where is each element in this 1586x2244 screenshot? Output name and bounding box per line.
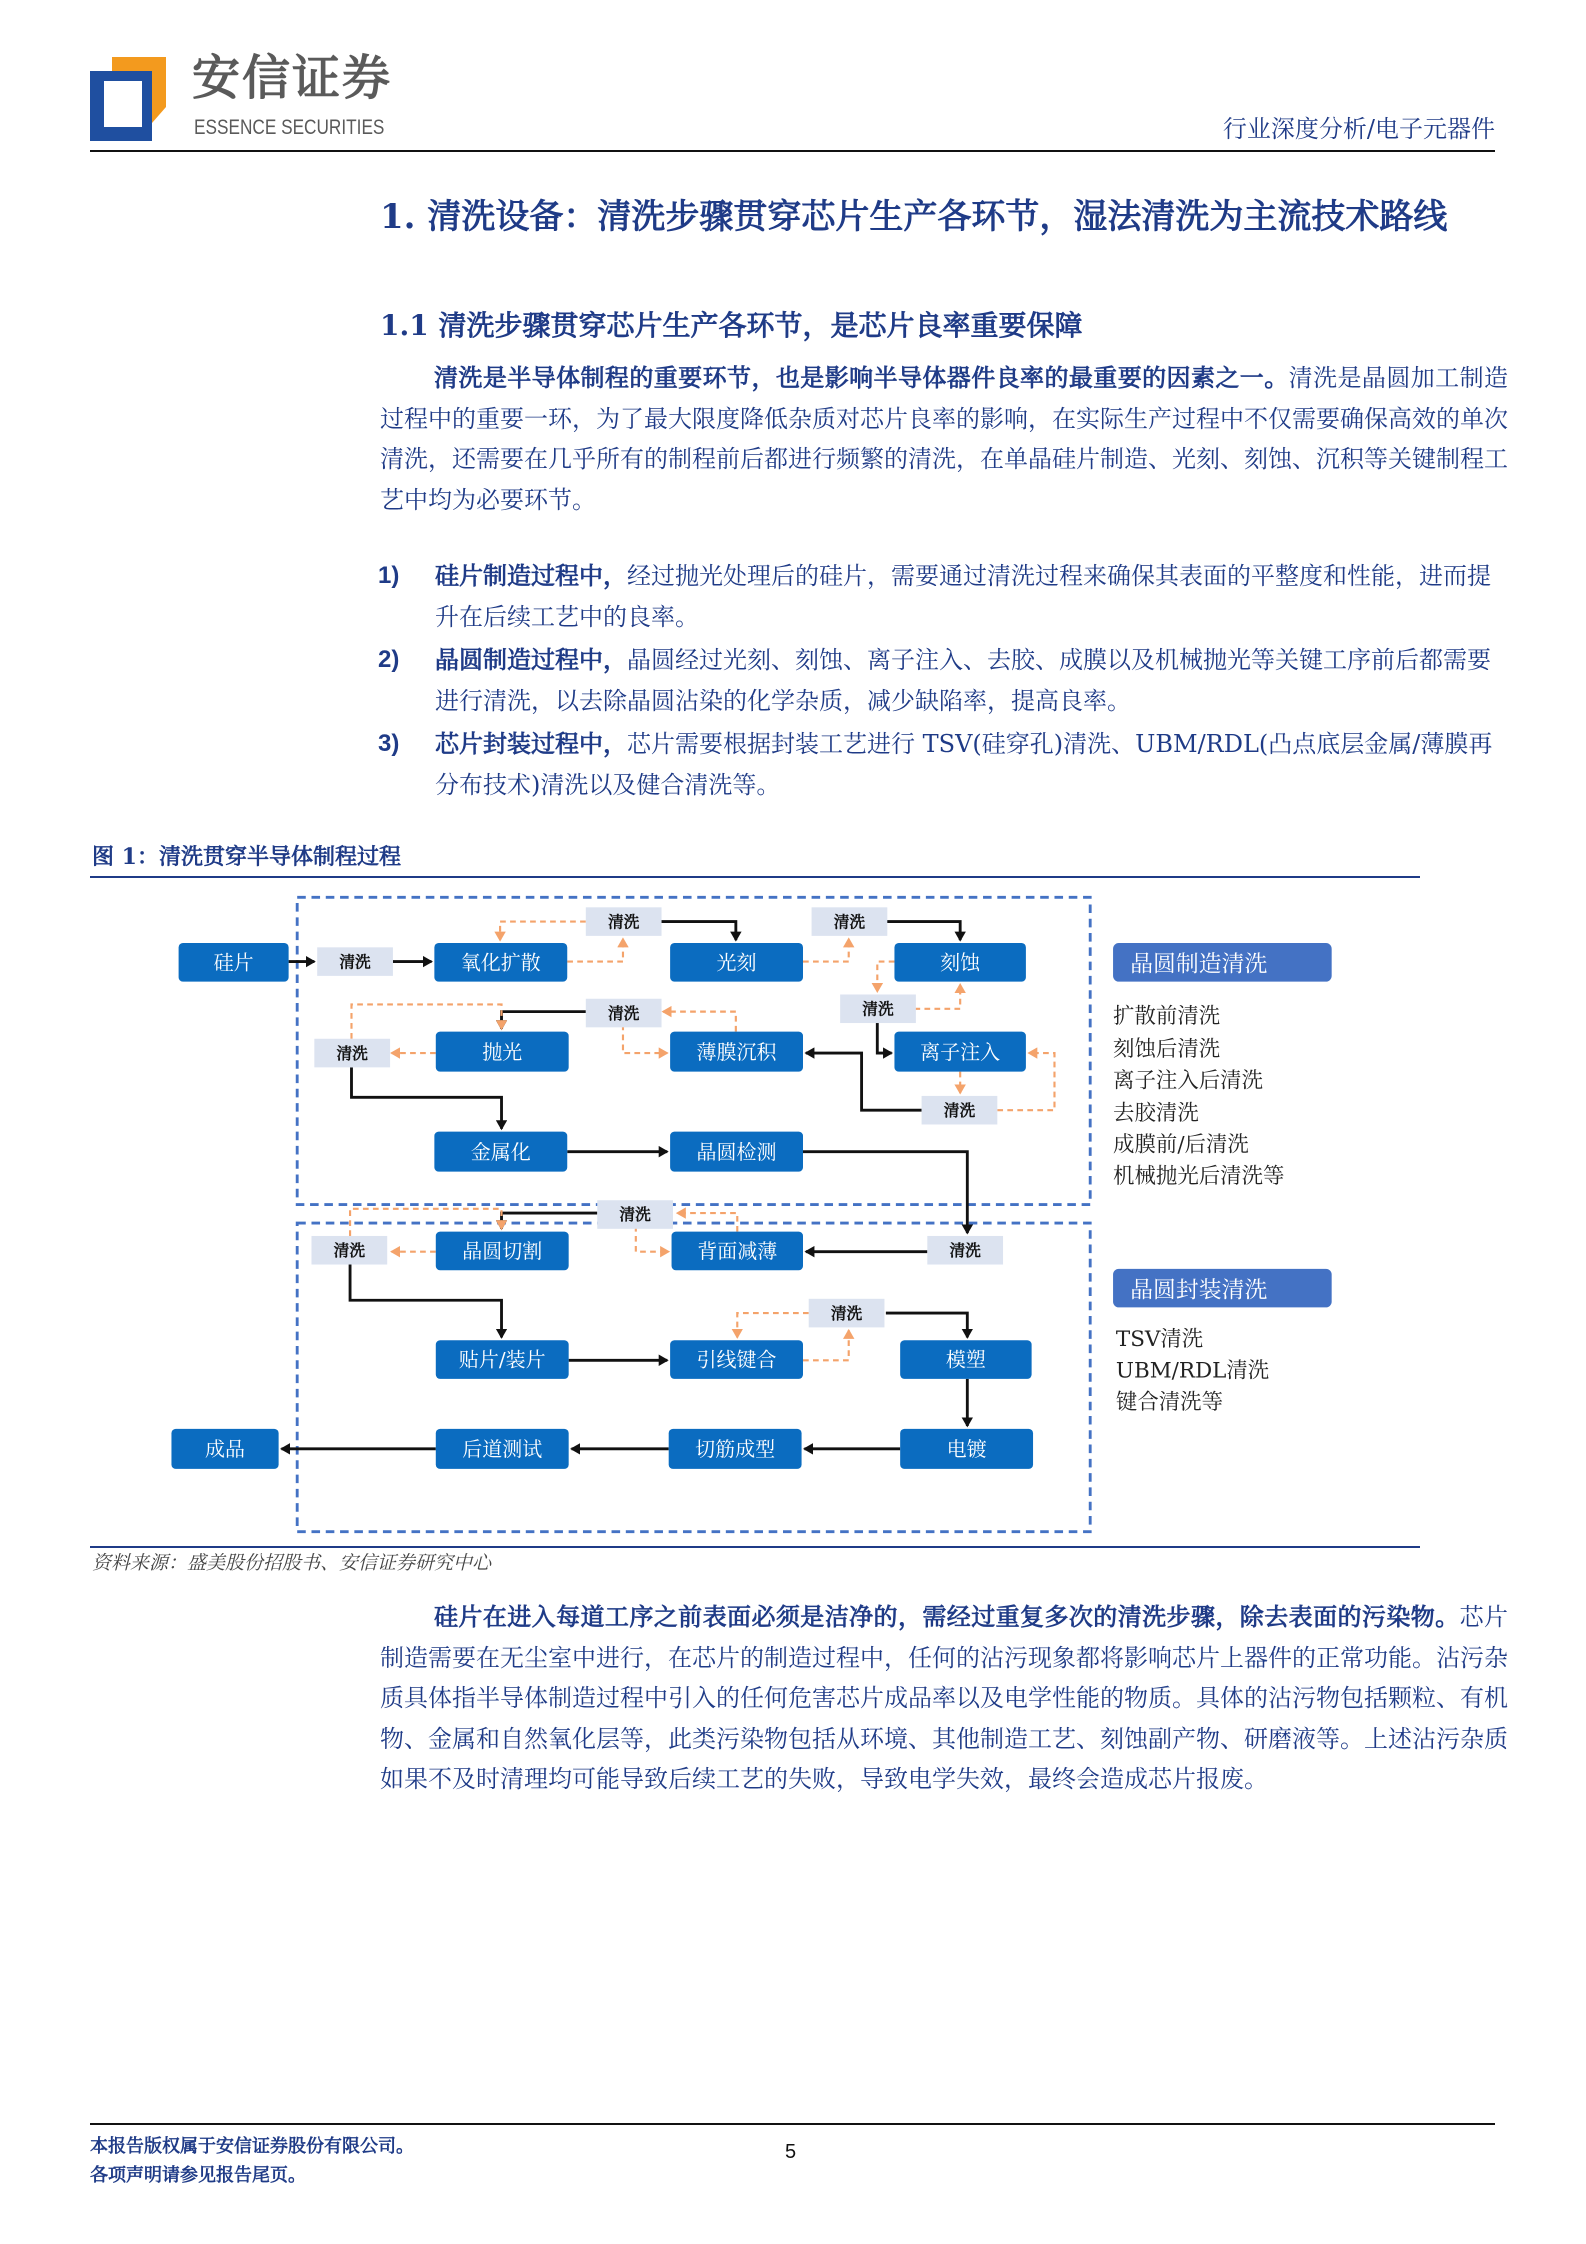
legend-header: 晶圆制造清洗	[1130, 951, 1268, 978]
process-node-wafer	[179, 943, 289, 982]
process-node-label: 后道测试	[462, 1436, 543, 1461]
process-flow-arrow	[877, 1023, 891, 1053]
process-flow-arrow	[502, 1012, 586, 1029]
cleaning-step-label: 清洗	[833, 912, 866, 932]
footer-copyright: 本报告版权属于安信证券股份有限公司。	[90, 2136, 414, 2157]
cleaning-step-tag	[317, 947, 393, 976]
process-node-label: 金属化	[470, 1139, 531, 1164]
list-lead: 硅片制造过程中，	[435, 561, 627, 590]
cleaning-step-label: 清洗	[862, 999, 894, 1019]
cleaning-step-tag	[927, 1236, 1003, 1265]
cleaning-flow-arrow	[663, 1012, 736, 1032]
process-node-label: 成品	[205, 1436, 246, 1461]
cleaning-step-tag	[812, 907, 888, 936]
legend-item: UBM/RDL清洗	[1115, 1358, 1270, 1384]
list-lead: 晶圆制造过程中，	[435, 645, 627, 674]
cleaning-flow-arrow	[567, 939, 623, 962]
process-node-test	[436, 1429, 569, 1469]
process-node-label: 薄膜沉积	[696, 1039, 777, 1064]
process-node-molding	[900, 1340, 1031, 1379]
list-number: 2)	[378, 646, 400, 673]
process-node-trim	[669, 1429, 802, 1469]
process-node-polish	[436, 1032, 569, 1072]
process-node-label: 光刻	[716, 950, 757, 975]
cleaning-step-label: 清洗	[339, 952, 371, 972]
process-node-label: 电镀	[946, 1436, 987, 1461]
legend-item: 机械抛光后清洗等	[1113, 1164, 1285, 1190]
cleaning-flow-arrow	[877, 962, 894, 992]
process-node-litho	[670, 943, 803, 982]
process-node-label: 晶圆切割	[462, 1239, 543, 1264]
cleaning-step-tag	[311, 1236, 387, 1265]
list-lead: 芯片封装过程中，	[435, 729, 627, 758]
cleaning-step-label: 清洗	[830, 1303, 863, 1323]
process-flow-arrow	[803, 1152, 967, 1233]
list-number: 3)	[378, 730, 400, 757]
process-flow-arrow	[660, 922, 736, 941]
process-node-label: 离子注入	[920, 1039, 1001, 1064]
footer-divider	[90, 2123, 1495, 2125]
paragraph-2-body: 芯片制造需要在无尘室中进行，在芯片的制造过程中，任何的沾污现象都将影响芯片上器件的正常功能。沾污杂质具体指半导体制造过程中引入的任何危害芯片成品率以及电学性能的物质。具体的沾污物包括颗粒、有机物、金属和自然氧化层等，此类污染物包括从环境、其他制造工艺、刻蚀副产物、研磨液等。上述沾污杂质如果不及时清理均可能导致后续工艺的失败，导致电学失效，最终会造成芯片报废。	[380, 1603, 1508, 1793]
cleaning-step-label: 清洗	[949, 1240, 981, 1260]
legend-item: 键合清洗等	[1115, 1389, 1224, 1415]
legend-item: 扩散前清洗	[1113, 1004, 1221, 1030]
process-node-inspection	[670, 1132, 803, 1172]
cleaning-step-tag	[586, 999, 662, 1028]
process-node-label: 刻蚀	[940, 950, 981, 975]
list-text: 经过抛光处理后的硅片，需要通过清洗过程来确保其表面的平整度和性能，进而提升在后续工艺中的良率。	[435, 562, 1491, 631]
process-flow-arrow	[886, 922, 960, 941]
legend-item: 去胶清洗	[1113, 1101, 1199, 1127]
cleaning-step-tag	[314, 1039, 390, 1068]
figure-bottom-rule	[90, 1546, 1420, 1548]
legend-item: 成膜前/后清洗	[1113, 1132, 1249, 1158]
process-node-label: 切筋成型	[695, 1436, 776, 1461]
footer-disclaimer: 各项声明请参见报告尾页。	[90, 2165, 306, 2186]
paragraph-1-lead: 清洗是半导体制程的重要环节，也是影响半导体器件良率的最重要的因素之一。	[434, 363, 1289, 392]
process-node-etch	[894, 943, 1025, 982]
legend-item: TSV清洗	[1115, 1326, 1204, 1352]
cleaning-flow-arrow	[500, 922, 586, 941]
cleaning-step-label: 清洗	[943, 1100, 976, 1120]
process-flow-arrow	[351, 1067, 501, 1128]
cleaning-step-tag	[586, 907, 662, 936]
process-node-metallization	[434, 1132, 567, 1172]
process-node-label: 氧化扩散	[460, 950, 541, 975]
process-node-implant	[894, 1032, 1025, 1072]
process-node-label: 硅片	[213, 950, 254, 975]
cleaning-step-tag	[840, 994, 916, 1023]
list-text: 晶圆经过光刻、刻蚀、离子注入、去胶、成膜以及机械抛光等关键工序前后都需要进行清洗，以去除晶圆沾染的化学杂质，减少缺陷率，提高良率。	[435, 646, 1491, 715]
legend-header: 晶圆封装清洗	[1130, 1277, 1268, 1304]
cleaning-step-label: 清洗	[619, 1205, 651, 1225]
process-node-thinning	[672, 1232, 803, 1271]
list-number: 1)	[378, 562, 400, 589]
cleaning-flow-arrow	[737, 1313, 808, 1337]
legend-item: 刻蚀后清洗	[1113, 1036, 1221, 1062]
paragraph-2	[380, 1597, 1508, 1800]
report-category: 行业深度分析/电子元器件	[1222, 115, 1495, 143]
section-heading: 1. 清洗设备：清洗步骤贯穿芯片生产各环节，湿法清洗为主流技术路线	[380, 197, 1448, 237]
process-flow-arrow	[502, 1213, 598, 1229]
process-node-label: 抛光	[482, 1039, 523, 1064]
legend-item: 离子注入后清洗	[1113, 1068, 1264, 1094]
figure-title: 图 1：清洗贯穿半导体制程过程	[92, 844, 401, 870]
process-flow-arrow	[350, 1265, 501, 1338]
process-node-attach	[436, 1340, 569, 1379]
process-node-label: 引线键合	[696, 1347, 777, 1372]
cleaning-flow-arrow	[914, 984, 960, 1008]
process-node-label: 贴片/装片	[458, 1347, 546, 1372]
cleaning-step-tag	[597, 1200, 673, 1229]
logo-chinese-name: 安信证券	[192, 50, 393, 106]
cleaning-flow-arrow	[803, 939, 849, 962]
figure-source: 资料来源：盛美股份招股书、安信证券研究中心	[92, 1552, 492, 1574]
paragraph-1-body: 清洗是晶圆加工制造过程中的重要一环，为了最大限度降低杂质对芯片良率的影响，在实际生产过程中不仅需要确保高效的单次清洗，还需要在几乎所有的制程前后都进行频繁的清洗，在单晶硅片制造、光刻、刻蚀、沉积等关键制程工艺中均为必要环节。	[380, 364, 1509, 514]
logo-english-name: ESSENCE SECURITIES	[194, 116, 385, 139]
cleaning-step-label: 清洗	[333, 1240, 366, 1260]
cleaning-flow-arrow	[803, 1330, 849, 1360]
process-node-deposition	[670, 1032, 803, 1072]
cleaning-step-label: 清洗	[336, 1043, 368, 1063]
cleaning-step-label: 清洗	[607, 1003, 640, 1023]
process-node-plating	[900, 1429, 1033, 1469]
process-node-label: 背面减薄	[697, 1239, 778, 1264]
subsection-heading: 1.1 清洗步骤贯穿芯片生产各环节，是芯片良率重要保障	[380, 309, 1083, 342]
process-node-oxidation	[434, 943, 567, 982]
page-number: 5	[785, 2141, 797, 2163]
legend-group-2	[1113, 1269, 1332, 1415]
list-text: 芯片需要根据封装工艺进行 TSV(硅穿孔)清洗、UBM/RDL(凸点底层金属/薄膜再分布技术)清洗以及健合清洗等。	[435, 730, 1493, 799]
process-node-dicing	[436, 1232, 569, 1271]
paragraph-2-lead: 硅片在进入每道工序之前表面必须是洁净的，需经过重复多次的清洗步骤，除去表面的污染物。	[434, 1602, 1460, 1631]
process-node-product	[171, 1429, 278, 1469]
cleaning-step-label: 清洗	[607, 912, 640, 932]
cleaning-step-tag	[809, 1299, 885, 1328]
process-node-label: 晶圆检测	[696, 1139, 777, 1164]
cleaning-flow-arrow	[623, 1024, 667, 1053]
process-flow-arrow	[886, 1313, 967, 1337]
cleaning-step-tag	[922, 1096, 998, 1125]
legend-group-1	[1113, 943, 1332, 1189]
process-node-bonding	[670, 1340, 803, 1379]
cleaning-flow-arrow	[636, 1226, 669, 1252]
process-node-label: 模塑	[945, 1347, 986, 1372]
